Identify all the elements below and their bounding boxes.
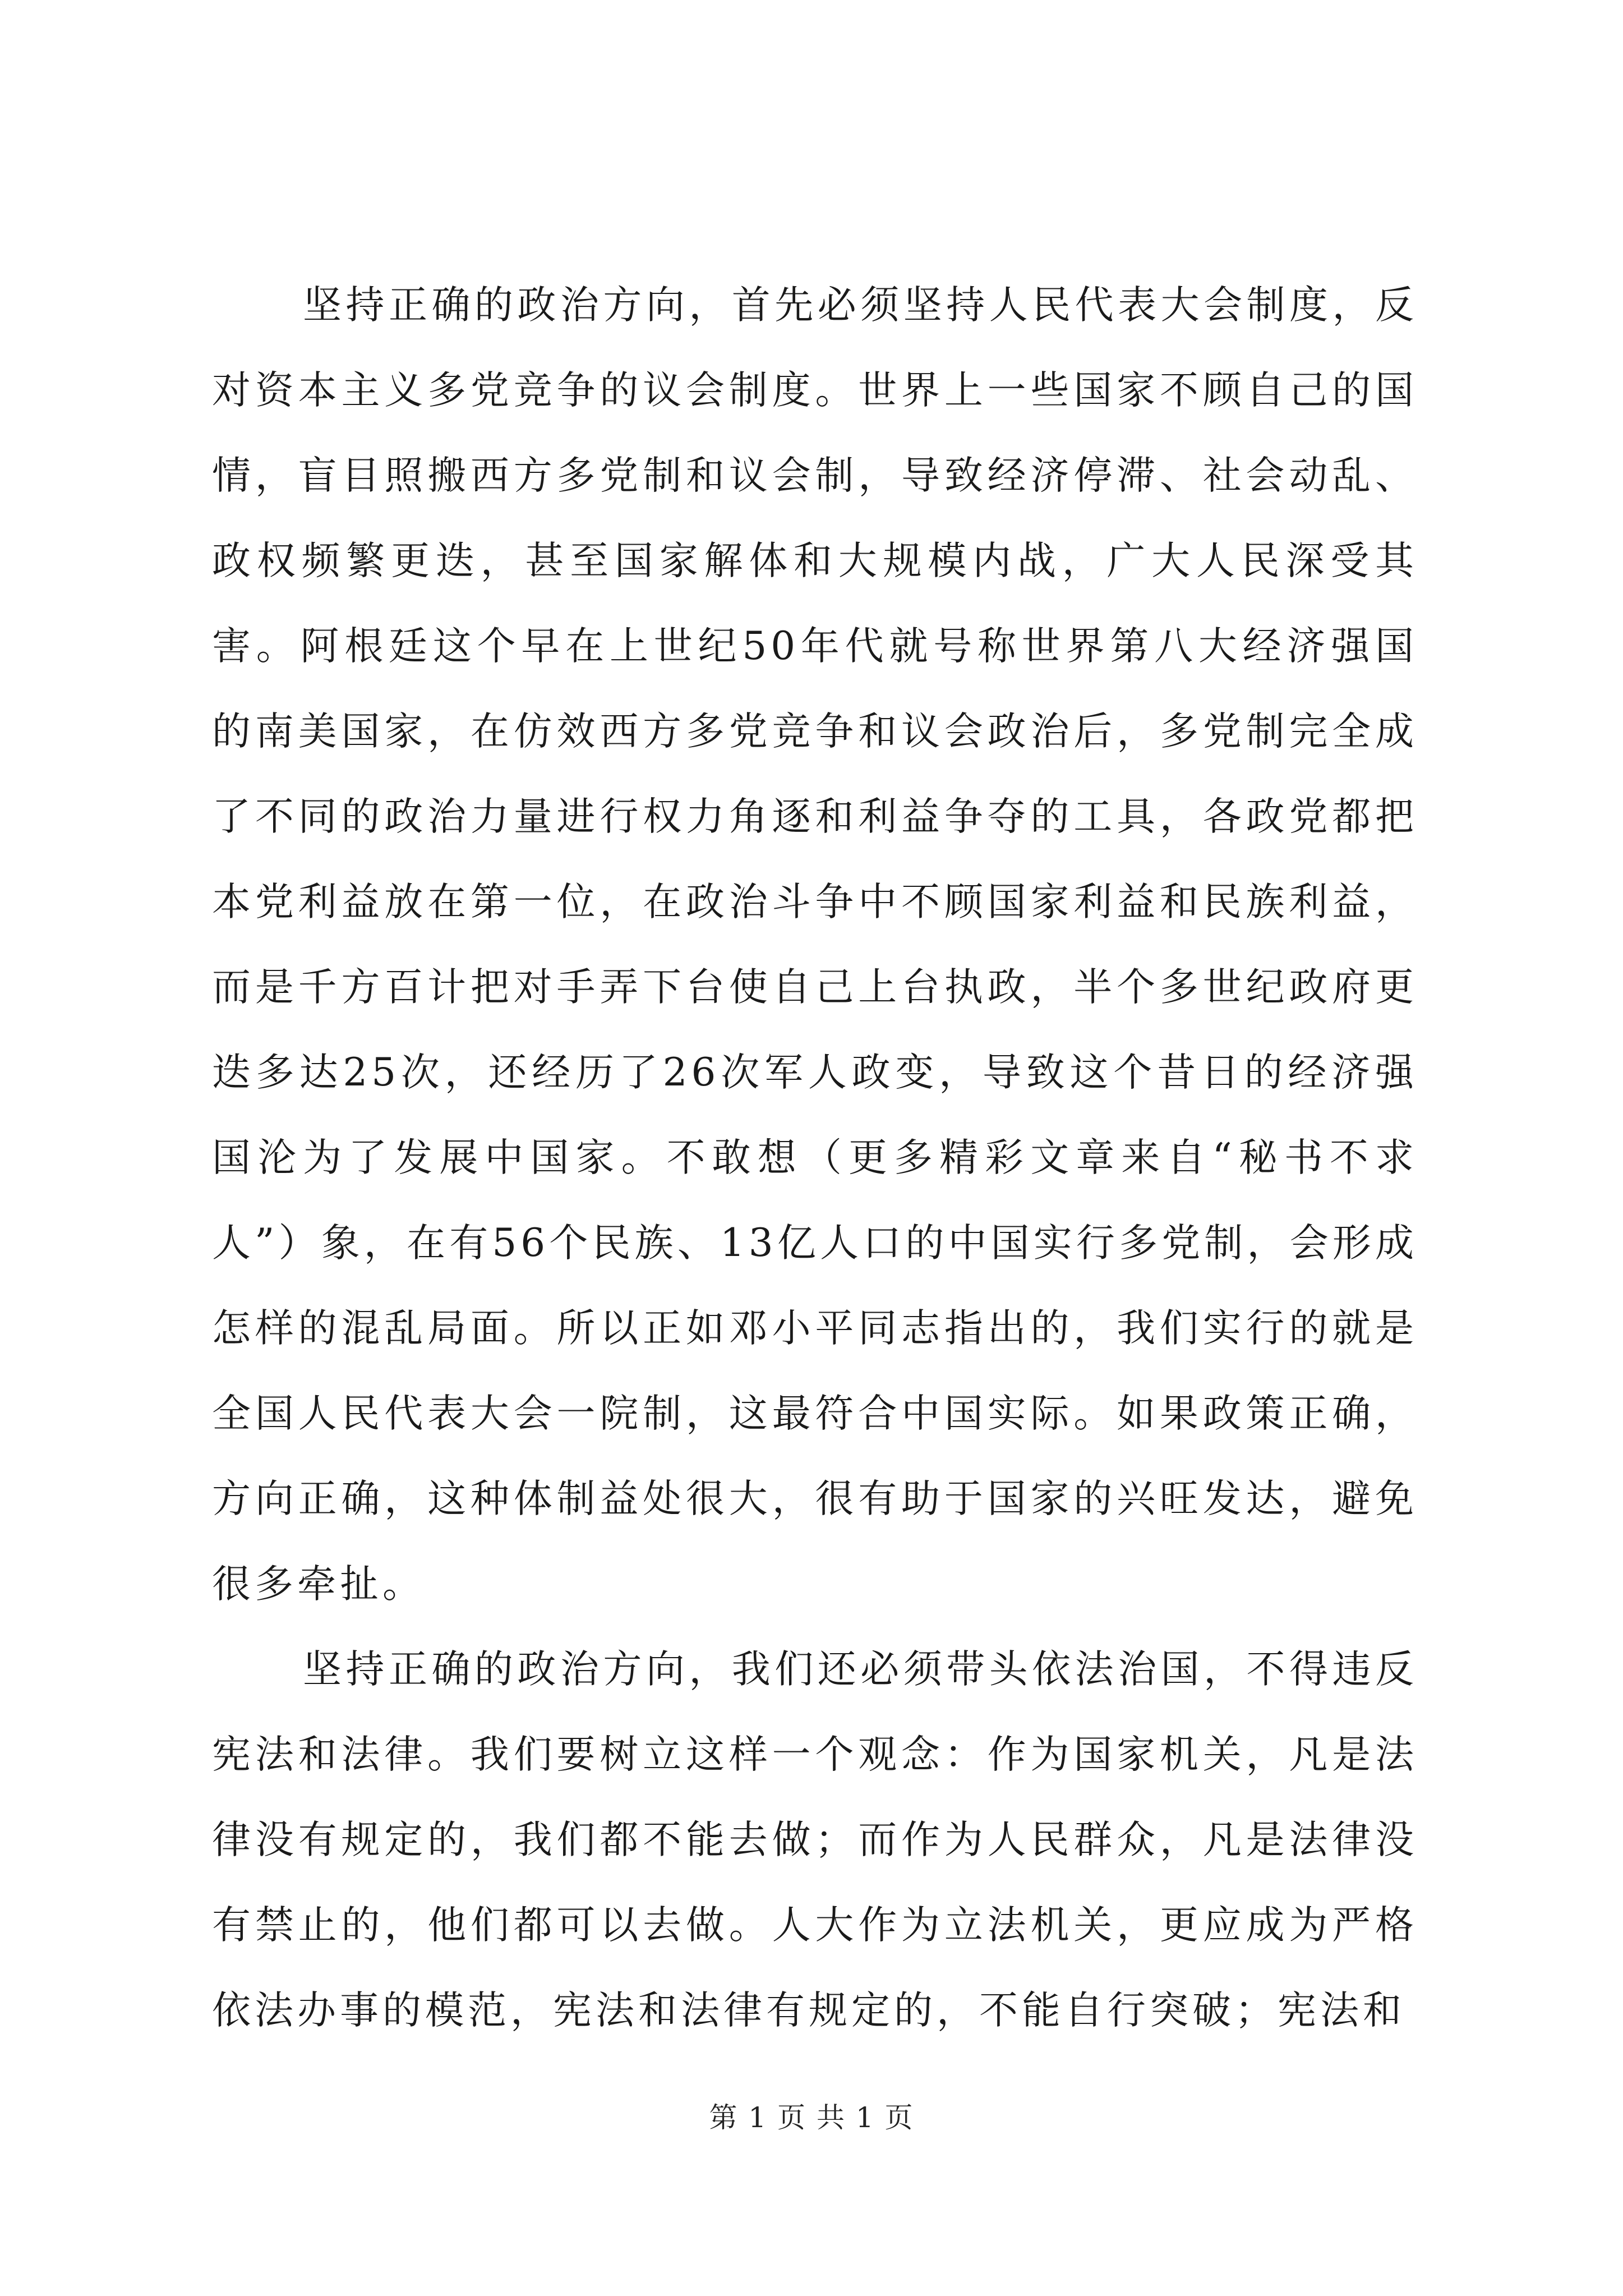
page-footer: 第 1 页 共 1 页 xyxy=(709,2101,914,2134)
document-body xyxy=(212,263,1418,2053)
paragraph-1: 坚持正确的政治方向，首先必须坚持人民代表大会制度，反对资本主义多党竞争的议会制度。世界上一些国家不顾自己的国情，盲目照搬西方多党制和议会制，导致经济停滞、社会动乱、政权频繁更迭，甚至国家解体和大规模内战，广大人民深受其害。阿根廷这个早在上世纪50年代就号称世界第八大经济强国的南美国家，在仿效西方多党竞争和议会政治后，多党制完全成了不同的政治力量进行权力角逐和利益争夺的工具，各政党都把本党利益放在第一位，在政治斗争中不顾国家利益和民族利益，而是千方百计把对手弄下台使自己上台执政，半个多世纪政府更迭多达25次，还经历了26次军人政变，导致这个昔日的经济强国沦为了发展中国家。不敢想（更多精彩文章来自“秘书不求人”）象，在有56个民族、13亿人口的中国实行多党制，会形成怎样的混乱局面。所以正如邓小平同志指出的，我们实行的就是全国人民代表大会一院制，这最符合中国实际。如果政策正确，方向正确，这种体制益处很大，很有助于国家的兴旺发达，避免很多牵扯。 xyxy=(212,283,1418,1607)
paragraph-2: 坚持正确的政治方向，我们还必须带头依法治国，不得违反宪法和法律。我们要树立这样一个观念：作为国家机关，凡是法律没有规定的，我们都不能去做；而作为人民群众，凡是法律没有禁止的，他们都可以去做。人大作为立法机关，更应成为严格依法办事的模范，宪法和法律有规定的，不能自行突破；宪法和 xyxy=(212,1647,1418,2033)
